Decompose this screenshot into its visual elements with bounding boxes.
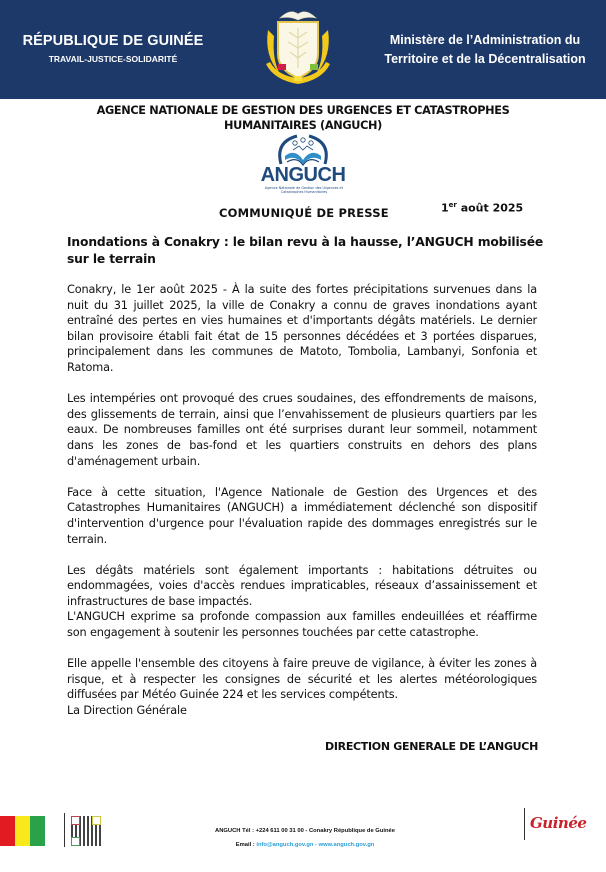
- paragraph-1: Conakry, le 1er août 2025 - À la suite des fortes précipitations survenues dans la nuit du 31 juillet 2025, la ville de Conakry a connu de graves inondations ayant entraîné des pertes en vies humaines et d'importants dégâts matériels. Le dernier bilan provisoire établi fait état de 15 personnes décédées et 3 portées disparues, principalement dans les communes de Matoto, Tombolia, Lambanyi, Sonfonia et Ratoma.: [67, 283, 537, 374]
- date-month-year: août 2025: [456, 201, 524, 215]
- flag-green-band: [30, 816, 45, 846]
- anguch-logo-subtext: Agence Nationale de Gestion des Urgences et Catastrophes Humanitaires: [265, 186, 343, 194]
- flag-yellow-band: [15, 816, 30, 846]
- date-day: 1: [441, 201, 449, 215]
- press-release-date: [441, 201, 523, 215]
- guinee-brand-logo: Guinée: [530, 814, 587, 832]
- ministry-line-1: Ministère de l’Administration du: [389, 33, 581, 47]
- coat-of-arms-icon: [258, 6, 338, 90]
- footer-email-label: Email :: [235, 842, 257, 848]
- footer-divider-left: [64, 813, 65, 847]
- qr-finder-top-right: [92, 816, 101, 825]
- paragraph-7: La Direction Générale: [67, 704, 187, 718]
- qr-finder-bottom-left: [71, 837, 80, 846]
- ministry-block: [372, 31, 598, 69]
- paragraph-4: Les dégâts matériels sont également importants : habitations détruites ou endommagées, voies d'accès rendues impraticables, réseaux d’assainissement et infrastructures de base impactés.: [67, 563, 537, 608]
- country-name: RÉPUBLIQUE DE GUINÉE: [22, 33, 204, 49]
- qr-finder-top-left: [71, 816, 80, 825]
- date-ordinal: er: [448, 201, 457, 209]
- country-block: [0, 33, 226, 64]
- article-body: [67, 282, 537, 719]
- paragraph-2: Les intempéries ont provoqué des crues soudaines, des effondrements de maisons, des glissements de terrain, ainsi que l’envahissement de plusieurs quartiers par les eaux. De nombreuses familles ont été surprises durant leur sommeil, notamment dans les zones de bas-fond et les quartiers construits en dehors des plans d'aménagement urbain.: [67, 392, 537, 468]
- footer-email-links[interactable]: info@anguch.gov.gn - www.anguch.gov.gn: [256, 842, 375, 848]
- qr-code[interactable]: [71, 816, 101, 846]
- paragraph-3: Face à cette situation, l'Agence Nationale de Gestion des Urgences et des Catastrophes Humanitaires (ANGUCH) a immédiatement déclenché son dispositif d'intervention d'urgence pour l'évaluation rapide des dommages enregistrés sur le terrain.: [67, 485, 537, 546]
- anguch-logo: [253, 134, 353, 196]
- anguch-logo-text: ANGUCH: [260, 164, 346, 186]
- footer-email-line: [180, 842, 430, 848]
- national-motto: TRAVAIL-JUSTICE-SOLIDARITÉ: [48, 54, 178, 64]
- guinea-flag-icon: [0, 816, 45, 846]
- ministry-line-2: Territoire et de la Décentralisation: [384, 52, 586, 66]
- flag-red-band: [0, 816, 15, 846]
- paragraph-6: Elle appelle l'ensemble des citoyens à faire preuve de vigilance, à éviter les zones à risque, et à respecter les consignes de sécurité et les alertes météorologiques diffusées par Météo Guinée 224 et les services compétents.: [67, 657, 537, 702]
- agency-title-line-1: AGENCE NATIONALE DE GESTION DES URGENCES ET CATASTROPHES: [96, 104, 510, 117]
- signature: DIRECTION GENERALE DE L’ANGUCH: [325, 740, 538, 753]
- paragraph-5: L'ANGUCH exprime sa profonde compassion aux familles endeuillées et réaffirme son engagement à soutenir les personnes touchées par cette catastrophe.: [67, 610, 537, 640]
- press-release-title: COMMUNIQUÉ DE PRESSE: [219, 206, 389, 220]
- header-banner: [0, 0, 606, 99]
- agency-title: [60, 103, 546, 133]
- headline: Inondations à Conakry : le bilan revu à la hausse, l’ANGUCH mobilisée sur le terrain: [67, 235, 544, 266]
- agency-title-line-2: HUMANITAIRES (ANGUCH): [224, 119, 382, 132]
- footer-contact: ANGUCH Tél : +224 611 00 31 00 - Conakry République de Guinée: [215, 828, 395, 834]
- anguch-emblem-icon: [253, 134, 353, 168]
- footer-divider-right: [524, 808, 525, 840]
